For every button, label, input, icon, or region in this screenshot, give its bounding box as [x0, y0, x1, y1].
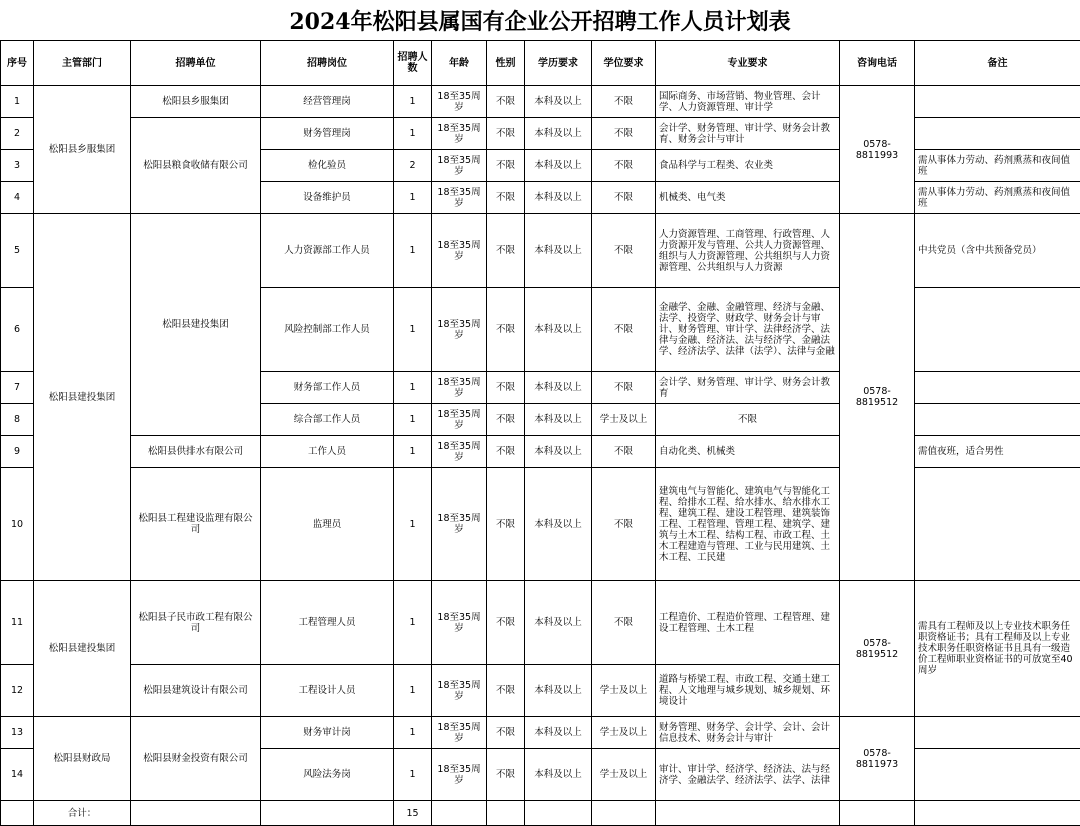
cell-post: 检化验员 — [261, 150, 394, 182]
cell-major: 道路与桥梁工程、市政工程、交通土建工程、人文地理与城乡规划、城乡规划、环境设计 — [656, 665, 840, 717]
cell-seq: 9 — [1, 436, 34, 468]
cell-age: 18至35周岁 — [432, 118, 487, 150]
cell-count: 1 — [394, 118, 432, 150]
cell-post: 工程设计人员 — [261, 665, 394, 717]
cell-edu: 本科及以上 — [525, 288, 592, 372]
cell-gender: 不限 — [487, 214, 525, 288]
cell-remark — [915, 468, 1080, 581]
header-degree: 学位要求 — [592, 41, 656, 86]
cell-major: 会计学、财务管理、审计学、财务会计教育 — [656, 372, 840, 404]
total-label: 合计： — [34, 801, 131, 826]
cell-post: 工程管理人员 — [261, 581, 394, 665]
cell-unit: 松阳县乡服集团 — [131, 86, 261, 118]
cell-gender: 不限 — [487, 404, 525, 436]
cell-post: 财务部工作人员 — [261, 372, 394, 404]
header-phone: 咨询电话 — [840, 41, 915, 86]
cell-remark: 需值夜班，适合男性 — [915, 436, 1080, 468]
cell-count: 2 — [394, 150, 432, 182]
cell-edu: 本科及以上 — [525, 665, 592, 717]
cell-gender: 不限 — [487, 749, 525, 801]
header-major: 专业要求 — [656, 41, 840, 86]
cell-remark: 需具有工程师及以上专业技术职务任职资格证书；具有工程师及以上专业技术职务任职资格证书且具有一级造价工程师职业资格证书的可放宽至40周岁 — [915, 581, 1080, 717]
cell-age: 18至35周岁 — [432, 749, 487, 801]
cell-count: 1 — [394, 372, 432, 404]
cell-major: 不限 — [656, 404, 840, 436]
cell-post: 风险法务岗 — [261, 749, 394, 801]
cell-edu: 本科及以上 — [525, 86, 592, 118]
cell-unit: 松阳县建筑设计有限公司 — [131, 665, 261, 717]
table-row — [1, 436, 1080, 468]
cell-major: 机械类、电气类 — [656, 182, 840, 214]
cell-major: 人力资源管理、工商管理、行政管理、人力资源开发与管理、公共人力资源管理、组织与人力资源管理、公共组织与人力资源管理、公共组织与人力资源 — [656, 214, 840, 288]
cell-dept: 松阳县乡服集团 — [34, 86, 131, 214]
cell-major: 金融学、金融、金融管理、经济与金融、法学、投资学、财政学、财务会计与审计、财务管理、审计学、法律经济学、法律与金融、经济法、法与经济学、金融法学、经济法学、法律（法学）、法律与金融 — [656, 288, 840, 372]
cell-count: 1 — [394, 749, 432, 801]
cell-dept: 松阳县建投集团 — [34, 581, 131, 717]
cell-remark — [915, 404, 1080, 436]
cell-count: 1 — [394, 581, 432, 665]
cell-edu: 本科及以上 — [525, 182, 592, 214]
cell-degree: 学士及以上 — [592, 404, 656, 436]
total-count: 15 — [394, 801, 432, 826]
cell-gender: 不限 — [487, 118, 525, 150]
cell-post: 风险控制部工作人员 — [261, 288, 394, 372]
cell-phone: 0578-8819512 — [840, 214, 915, 581]
cell-remark: 需从事体力劳动、药剂熏蒸和夜间值班 — [915, 150, 1080, 182]
cell-phone: 0578-8811973 — [840, 717, 915, 801]
cell-degree: 不限 — [592, 436, 656, 468]
cell-post: 财务审计岗 — [261, 717, 394, 749]
cell-gender: 不限 — [487, 150, 525, 182]
cell-edu: 本科及以上 — [525, 468, 592, 581]
header-dept: 主管部门 — [34, 41, 131, 86]
cell-edu: 本科及以上 — [525, 749, 592, 801]
cell-post: 综合部工作人员 — [261, 404, 394, 436]
cell-seq: 4 — [1, 182, 34, 214]
cell-phone: 0578-8819512 — [840, 581, 915, 717]
cell-post: 工作人员 — [261, 436, 394, 468]
cell-age: 18至35周岁 — [432, 372, 487, 404]
cell-seq: 2 — [1, 118, 34, 150]
cell-remark: 中共党员（含中共预备党员） — [915, 214, 1080, 288]
cell-post: 经营管理岗 — [261, 86, 394, 118]
cell-edu: 本科及以上 — [525, 581, 592, 665]
cell-edu: 本科及以上 — [525, 717, 592, 749]
cell-major: 食品科学与工程类、农业类 — [656, 150, 840, 182]
cell-degree: 不限 — [592, 581, 656, 665]
cell-edu: 本科及以上 — [525, 372, 592, 404]
cell-gender: 不限 — [487, 436, 525, 468]
cell-degree: 不限 — [592, 182, 656, 214]
cell-age: 18至35周岁 — [432, 150, 487, 182]
cell-unit: 松阳县建投集团 — [131, 214, 261, 436]
cell-remark — [915, 118, 1080, 150]
cell-degree: 不限 — [592, 372, 656, 404]
cell-age: 18至35周岁 — [432, 86, 487, 118]
cell-gender: 不限 — [487, 182, 525, 214]
cell-count: 1 — [394, 288, 432, 372]
cell-degree: 学士及以上 — [592, 717, 656, 749]
cell-age: 18至35周岁 — [432, 665, 487, 717]
cell-seq: 12 — [1, 665, 34, 717]
cell-gender: 不限 — [487, 288, 525, 372]
cell-gender: 不限 — [487, 86, 525, 118]
cell-seq: 8 — [1, 404, 34, 436]
cell-degree: 不限 — [592, 86, 656, 118]
cell-phone: 0578-8811993 — [840, 86, 915, 214]
cell-major: 自动化类、机械类 — [656, 436, 840, 468]
header-edu: 学历要求 — [525, 41, 592, 86]
table-row — [1, 468, 1080, 581]
header-gender: 性别 — [487, 41, 525, 86]
table-row — [1, 717, 1080, 749]
page-title: 2024年松阳县属国有企业公开招聘工作人员计划表 — [0, 0, 1080, 40]
cell-gender: 不限 — [487, 581, 525, 665]
cell-degree: 不限 — [592, 150, 656, 182]
cell-edu: 本科及以上 — [525, 118, 592, 150]
cell-gender: 不限 — [487, 372, 525, 404]
cell-count: 1 — [394, 404, 432, 436]
cell-edu: 本科及以上 — [525, 436, 592, 468]
cell-degree: 不限 — [592, 288, 656, 372]
cell-seq: 3 — [1, 150, 34, 182]
cell-age: 18至35周岁 — [432, 288, 487, 372]
cell-count: 1 — [394, 436, 432, 468]
header-unit: 招聘单位 — [131, 41, 261, 86]
cell-edu: 本科及以上 — [525, 150, 592, 182]
cell-major: 建筑电气与智能化、建筑电气与智能化工程、给排水工程、给水排水、给水排水工程、建筑工程、建设工程管理、建筑装饰工程、工程管理、管理工程、建筑学、建筑与土木工程、结构工程、市政工程、土木工程建造与管理、工业与民用建筑、土木工程、工民建 — [656, 468, 840, 581]
cell-seq: 7 — [1, 372, 34, 404]
cell-post: 监理员 — [261, 468, 394, 581]
cell-major: 审计、审计学、经济学、经济法、法与经济学、金融法学、经济法学、法学、法律 — [656, 749, 840, 801]
cell-age: 18至35周岁 — [432, 436, 487, 468]
cell-degree: 不限 — [592, 118, 656, 150]
cell-count: 1 — [394, 86, 432, 118]
cell-unit: 松阳县粮食收储有限公司 — [131, 118, 261, 214]
cell-major: 财务管理、财务学、会计学、会计、会计信息技术、财务会计与审计 — [656, 717, 840, 749]
cell-seq: 14 — [1, 749, 34, 801]
cell-major: 国际商务、市场营销、物业管理、会计学、人力资源管理、审计学 — [656, 86, 840, 118]
cell-age: 18至35周岁 — [432, 581, 487, 665]
table-row — [1, 86, 1080, 118]
cell-count: 1 — [394, 665, 432, 717]
cell-major: 会计学、财务管理、审计学、财务会计教育、财务会计与审计 — [656, 118, 840, 150]
cell-unit: 松阳县供排水有限公司 — [131, 436, 261, 468]
header-age: 年龄 — [432, 41, 487, 86]
cell-count: 1 — [394, 214, 432, 288]
cell-remark — [915, 749, 1080, 801]
cell-remark — [915, 288, 1080, 372]
header-count: 招聘人数 — [394, 41, 432, 86]
cell-edu: 本科及以上 — [525, 214, 592, 288]
cell-unit: 松阳县工程建设监理有限公司 — [131, 468, 261, 581]
cell-seq: 5 — [1, 214, 34, 288]
cell-seq: 13 — [1, 717, 34, 749]
table-row — [1, 581, 1080, 665]
table-row — [1, 214, 1080, 288]
cell-unit: 松阳县财金投资有限公司 — [131, 717, 261, 801]
cell-age: 18至35周岁 — [432, 468, 487, 581]
cell-seq: 11 — [1, 581, 34, 665]
cell-count: 1 — [394, 717, 432, 749]
cell-seq: 1 — [1, 86, 34, 118]
cell-post: 设备维护员 — [261, 182, 394, 214]
cell-post: 财务管理岗 — [261, 118, 394, 150]
header-seq: 序号 — [1, 41, 34, 86]
cell-degree: 不限 — [592, 214, 656, 288]
header-remark: 备注 — [915, 41, 1080, 86]
cell-age: 18至35周岁 — [432, 182, 487, 214]
cell-remark — [915, 372, 1080, 404]
cell-post: 人力资源部工作人员 — [261, 214, 394, 288]
cell-gender: 不限 — [487, 468, 525, 581]
cell-age: 18至35周岁 — [432, 717, 487, 749]
cell-remark: 需从事体力劳动、药剂熏蒸和夜间值班 — [915, 182, 1080, 214]
cell-degree: 不限 — [592, 468, 656, 581]
cell-dept: 松阳县财政局 — [34, 717, 131, 801]
cell-degree: 学士及以上 — [592, 749, 656, 801]
cell-gender: 不限 — [487, 665, 525, 717]
cell-remark — [915, 717, 1080, 749]
header-post: 招聘岗位 — [261, 41, 394, 86]
cell-age: 18至35周岁 — [432, 214, 487, 288]
recruitment-plan-table — [0, 40, 1080, 826]
cell-dept: 松阳县建投集团 — [34, 214, 131, 581]
cell-edu: 本科及以上 — [525, 404, 592, 436]
header-row — [1, 41, 1080, 86]
cell-unit: 松阳县子民市政工程有限公司 — [131, 581, 261, 665]
cell-count: 1 — [394, 182, 432, 214]
cell-remark — [915, 86, 1080, 118]
cell-count: 1 — [394, 468, 432, 581]
cell-major: 工程造价、工程造价管理、工程管理、建设工程管理、土木工程 — [656, 581, 840, 665]
cell-seq: 10 — [1, 468, 34, 581]
cell-degree: 学士及以上 — [592, 665, 656, 717]
cell-gender: 不限 — [487, 717, 525, 749]
cell-seq: 6 — [1, 288, 34, 372]
table-row — [1, 118, 1080, 150]
cell-age: 18至35周岁 — [432, 404, 487, 436]
